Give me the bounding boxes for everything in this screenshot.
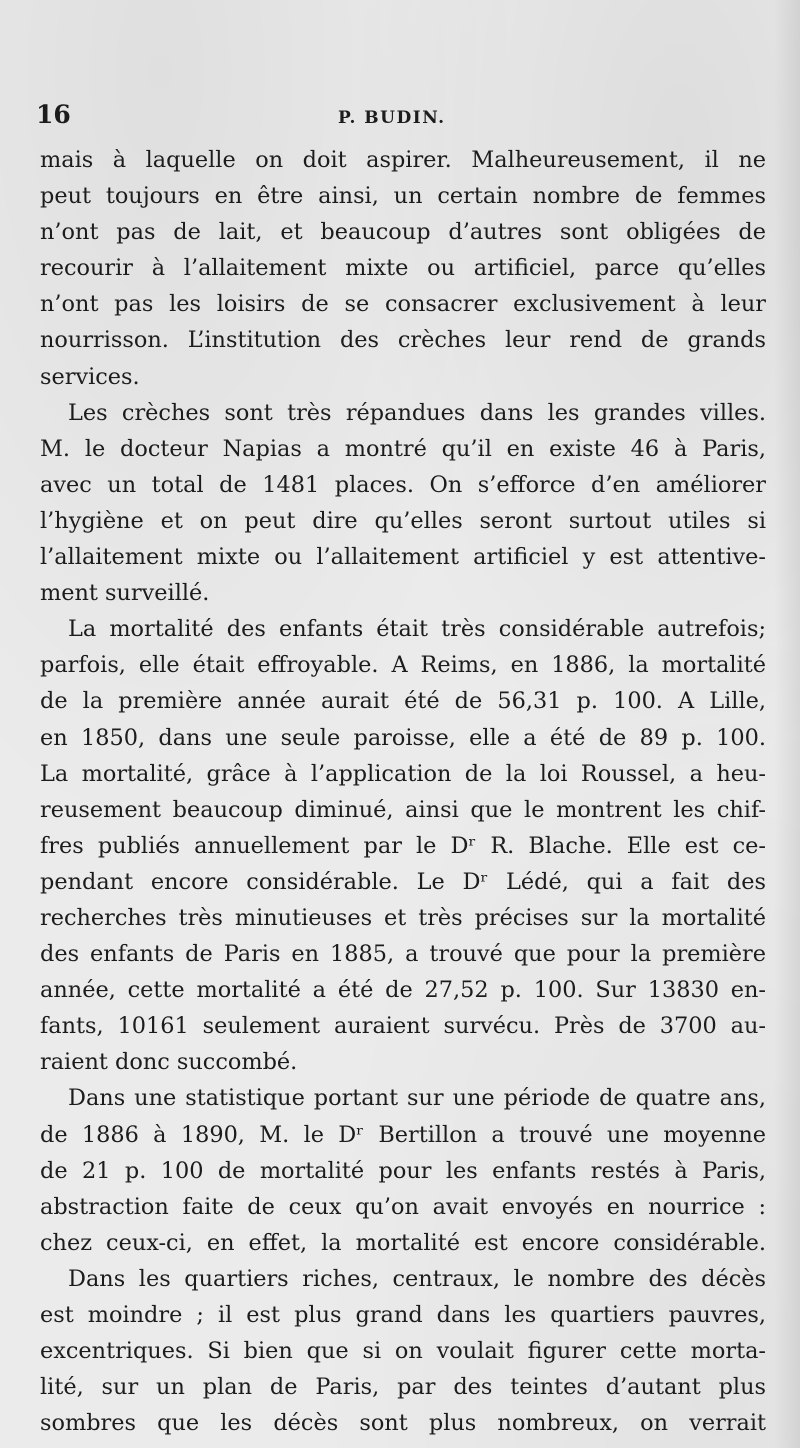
text-line: lité, sur un plan de Paris, par des teintes d’autant plus <box>40 1374 766 1401</box>
text-line: Dans les quartiers riches, centraux, le nombre des décès <box>68 1265 766 1292</box>
text-line: l’hygiène et on peut dire qu’elles seront surtout utiles si <box>40 507 766 534</box>
text-line: pendant encore considérable. Le Dʳ Lédé, qui a fait des <box>40 868 766 895</box>
text-line: sombres que les décès sont plus nombreux, on verrait <box>40 1410 766 1437</box>
text-line: n’ont pas les loisirs de se consacrer exclusivement à leur <box>40 291 766 318</box>
text-line: raient donc succombé. <box>40 1049 298 1076</box>
text-line: recourir à l’allaitement mixte ou artificiel, parce qu’elles <box>40 255 766 282</box>
text-line: des enfants de Paris en 1885, a trouvé que pour la première <box>40 941 766 968</box>
body-text <box>40 142 766 1441</box>
text-line: chez ceux-ci, en effet, la mortalité est encore considérable. <box>40 1229 766 1256</box>
text-line: M. le docteur Napias a montré qu’il en existe 46 à Paris, <box>40 435 766 462</box>
text-line: recherches très minutieuses et très précises sur la mortalité <box>40 904 766 931</box>
page-number: 16 <box>36 100 71 129</box>
text-line: abstraction faite de ceux qu’on avait envoyés en nourrice : <box>40 1193 766 1220</box>
text-line: Les crèches sont très répandues dans les grandes villes. <box>68 399 766 426</box>
text-line: peut toujours en être ainsi, un certain nombre de femmes <box>40 183 766 210</box>
text-line: de 1886 à 1890, M. le Dʳ Bertillon a trouvé une moyenne <box>40 1121 766 1148</box>
text-line: est moindre ; il est plus grand dans les quartiers pauvres, <box>40 1302 766 1328</box>
text-line: l’allaitement mixte ou l’allaitement artificiel y est attentive- <box>40 544 766 571</box>
text-line: fres publiés annuellement par le Dʳ R. Blache. Elle est ce- <box>40 832 766 859</box>
text-line: avec un total de 1481 places. On s’efforce d’en améliorer <box>40 471 766 498</box>
text-line: La mortalité, grâce à l’application de la loi Roussel, a heu- <box>40 760 766 787</box>
page-header <box>36 100 776 134</box>
text-line: Dans une statistique portant sur une période de quatre ans, <box>68 1085 766 1112</box>
text-line: La mortalité des enfants était très considérable autrefois; <box>68 616 766 643</box>
text-line: de la première année aurait été de 56,31 p. 100. A Lille, <box>40 688 766 715</box>
text-line: excentriques. Si bien que si on voulait figurer cette morta- <box>40 1338 766 1365</box>
running-head: P. BUDIN. <box>338 108 446 128</box>
text-line: n’ont pas de lait, et beaucoup d’autres sont obligées de <box>40 219 766 246</box>
text-line: services. <box>40 363 140 390</box>
text-line: fants, 10161 seulement auraient survécu. Près de 3700 au- <box>40 1013 766 1040</box>
text-line: ment surveillé. <box>40 580 210 607</box>
text-line: reusement beaucoup diminué, ainsi que le montrent les chif- <box>40 796 766 823</box>
text-line: mais à laquelle on doit aspirer. Malheureusement, il ne <box>40 147 766 173</box>
text-line: en 1850, dans une seule paroisse, elle a été de 89 p. 100. <box>40 724 766 751</box>
page-edge-shadow <box>774 0 800 1448</box>
text-line: année, cette mortalité a été de 27,52 p. 100. Sur 13830 en- <box>40 977 766 1004</box>
text-line: de 21 p. 100 de mortalité pour les enfants restés à Paris, <box>40 1157 766 1184</box>
text-line: nourrisson. L’institution des crèches leur rend de grands <box>40 327 766 354</box>
text-line: parfois, elle était effroyable. A Reims, en 1886, la mortalité <box>40 652 766 679</box>
